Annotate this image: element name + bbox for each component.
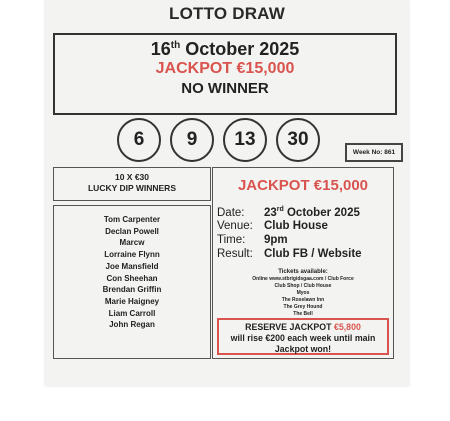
list-item: Tom Carpenter bbox=[103, 215, 161, 224]
tickets-line: Myos bbox=[296, 290, 310, 296]
page-title: LOTTO DRAW bbox=[169, 4, 285, 23]
list-item: Brendan Griffin bbox=[102, 285, 162, 295]
lucky-dip-prize: 10 X €30 bbox=[114, 172, 150, 182]
reserve-jackpot-until: Jackpot won! bbox=[274, 344, 332, 354]
tickets-heading: Tickets available: bbox=[278, 269, 328, 275]
list-item: Liam Carroll bbox=[108, 308, 156, 318]
list-item: Joe Mansfield bbox=[105, 261, 159, 271]
lucky-dip-winners-box bbox=[53, 205, 211, 359]
winners-list bbox=[54, 214, 210, 331]
next-draw-result: Result: Club FB / Website bbox=[217, 248, 362, 260]
tickets-line: The Bell bbox=[293, 311, 313, 317]
next-draw-time: Time: 9pm bbox=[217, 234, 288, 246]
list-item: Lorraine Flynn bbox=[104, 250, 160, 260]
draw-jackpot: JACKPOT €15,000 bbox=[155, 60, 295, 77]
next-draw-date: Date: 23rd October 2025 bbox=[217, 206, 360, 219]
draw-result-box bbox=[53, 33, 397, 115]
lucky-dip-header bbox=[53, 167, 211, 201]
lotto-number-ball: 6 bbox=[117, 118, 161, 162]
reserve-jackpot-line: RESERVE JACKPOT €5,800 bbox=[245, 322, 361, 332]
tickets-line: The Grey Hound bbox=[283, 304, 323, 310]
list-item: John Regan bbox=[109, 320, 155, 330]
list-item: Con Sheehan bbox=[106, 273, 158, 283]
reserve-jackpot-rise: will rise €200 each week until main bbox=[230, 333, 376, 343]
reserve-jackpot-box bbox=[217, 318, 389, 355]
draw-result: NO WINNER bbox=[181, 80, 269, 97]
tickets-line: Club Shop / Club House bbox=[274, 283, 332, 289]
list-item: Marcw bbox=[119, 238, 145, 248]
draw-date: 16th October 2025 bbox=[150, 39, 300, 59]
tickets-line: The Roselawn Inn bbox=[281, 297, 325, 303]
lotto-number-ball: 30 bbox=[276, 118, 320, 162]
week-number-badge: Week No: 861 bbox=[345, 143, 403, 162]
list-item: Marie Haigney bbox=[104, 296, 160, 306]
list-item: Declan Powell bbox=[105, 226, 159, 236]
next-jackpot: JACKPOT €15,000 bbox=[237, 177, 369, 194]
lotto-number-ball: 13 bbox=[223, 118, 267, 162]
tickets-line: Online www.stbrigidsgaa.com / Club Force bbox=[252, 276, 354, 282]
lotto-poster bbox=[45, 0, 409, 386]
lotto-number-ball: 9 bbox=[170, 118, 214, 162]
next-draw-box bbox=[212, 167, 394, 359]
next-draw-venue: Venue: Club House bbox=[217, 220, 328, 232]
tickets-info bbox=[213, 268, 393, 318]
lucky-dip-title: LUCKY DIP WINNERS bbox=[87, 183, 176, 193]
